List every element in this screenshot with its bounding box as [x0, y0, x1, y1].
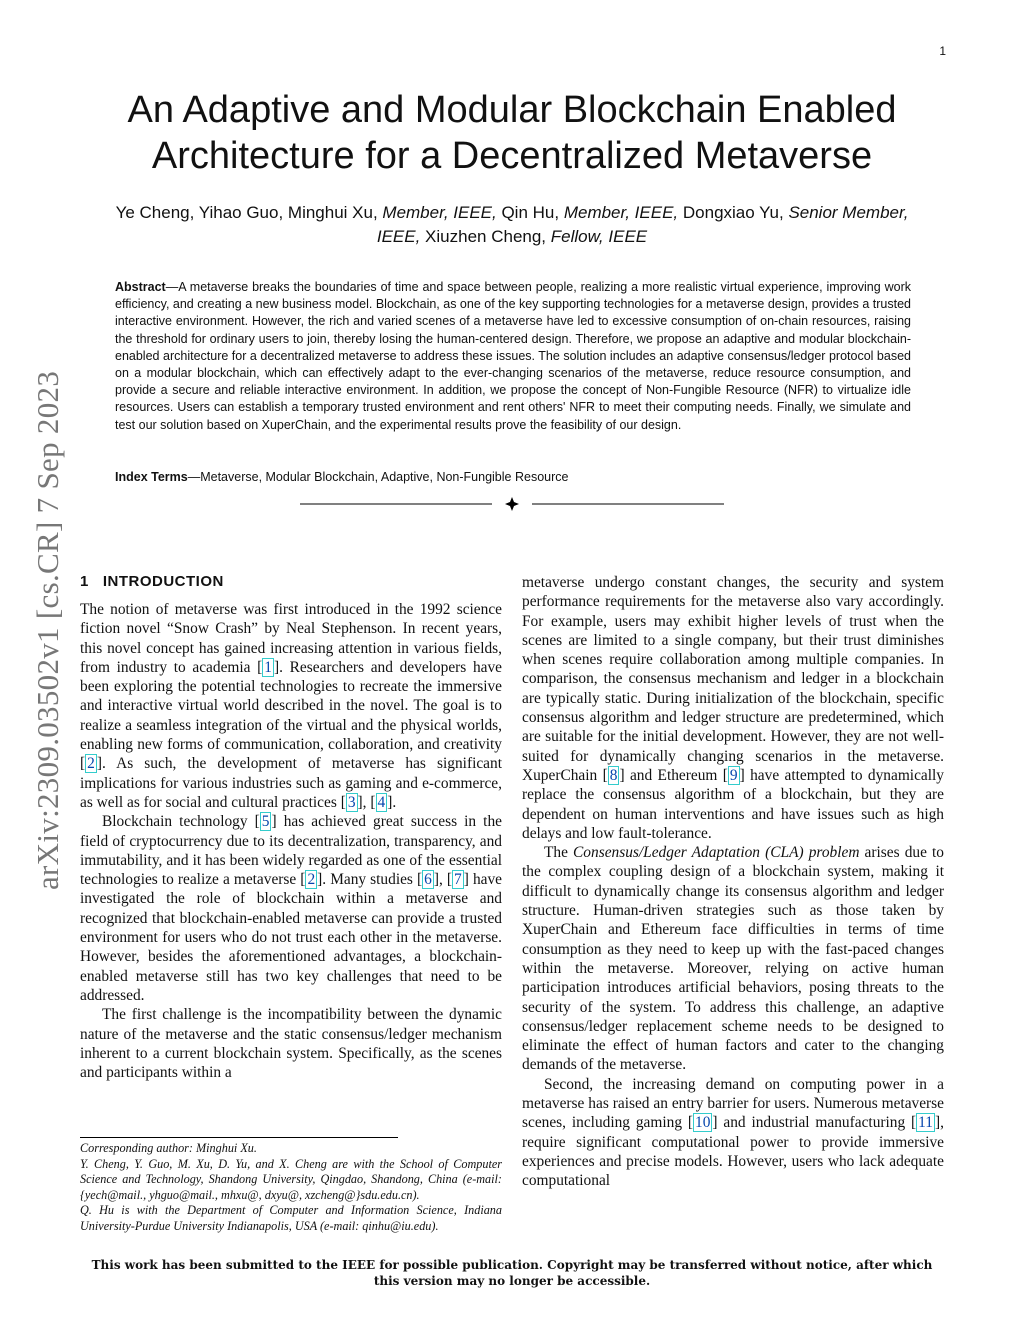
emphasis-text: Consensus/Ledger Adaptation (CLA) problem	[573, 844, 860, 862]
citation-link[interactable]: 5	[261, 813, 270, 831]
text-run: ,	[362, 793, 371, 811]
text-run: The	[544, 844, 574, 862]
text-run: ,	[438, 871, 447, 889]
footnote: Corresponding author: Minghui Xu.	[80, 1141, 257, 1155]
citation-link[interactable]: 3	[347, 793, 356, 811]
left-column	[80, 600, 502, 1082]
author-names: Dongxiao Yu,	[678, 203, 789, 222]
section-number: 1	[80, 573, 89, 590]
paragraph: The notion of metaverse was first introduced in the 1992 science fiction novel “Snow Crash” by Neal Stephenson. In recent years, this novel concept has gained increasing attention in various fields, from industry to academia [ 1 ]. Researchers and developers have been exploring the potential technologies to recreate the immersive and interactive virtual world described in the novel. The goal is to realize a seamless integration of the virtual and the physical worlds, enabling new forms of communication, collaboration, and creativity [ 2 ]. As such, the development of metaverse has significant implications for various industries such as gaming and e-commerce, as well as for social and cultural practices [ 3 ], [ 4 ].	[80, 601, 502, 811]
footnote-rule	[80, 1137, 398, 1138]
abstract-label: Abstract	[115, 280, 166, 294]
citation-link[interactable]: 11	[918, 1114, 933, 1132]
author-names: Ye Cheng, Yihao Guo, Minghui Xu,	[115, 203, 383, 222]
citation-link[interactable]: 2	[307, 871, 316, 889]
paragraph	[522, 843, 944, 1075]
footnote: Y. Cheng, Y. Guo, M. Xu, D. Yu, and X. Cheng are with the School of Computer Science and Technology, Shandong University, Qingdao, Shandong, China (e-mail: {yech@mail., yhguo@mail., mhxu@, dxyu@, xzcheng@}sdu.edu.cn).	[80, 1156, 502, 1202]
text-run: , require significant computational power to provide immersive experiences and precise models. However, users who lack adequate computational	[522, 1114, 944, 1190]
abstract-text: —A metaverse breaks the boundaries of time and space between people, realizing a more realistic virtual experience, improving work efficiency, and creating a new business model. Blockchain, as one of the key supporting technologies for a metaverse design, provides a trusted interactive environment. However, the rich and varied scenes of a metaverse have led to excessive consumption of on-chain resources, raising the threshold for ordinary users to join, thereby losing the human-centered design. Therefore, we propose an adaptive and modular blockchain-enabled architecture for a decentralized metaverse to address these issues. The solution includes an adaptive consensus/ledger protocol based on a modular blockchain, which can effectively adapt to the ever-changing scenarios of the metaverse, reduce resource consumption, and provide a secure and reliable interactive environment. In addition, we propose the concept of Non-Fungible Resource (NFR) to virtualize idle resources. Users can establish a temporary trusted environment and rent others' NFR to meet their computing needs. Finally, we simulate and test our solution based on XuperChain, and the experimental results prove the feasibility of our design.	[115, 280, 911, 432]
index-terms-label: Index Terms	[115, 470, 188, 484]
citation-link[interactable]: 9	[729, 766, 738, 784]
text-run: and Ethereum	[624, 766, 723, 784]
text-run: . Many studies	[322, 871, 417, 889]
footnotes	[80, 1141, 502, 1235]
text-run: The notion of metaverse was first introduced in the 1992 science fiction novel “Snow Crash” by Neal Stephenson. In recent years, this novel concept has gained increasing attention in various fields, from industry to academia	[80, 601, 502, 676]
copyright-notice: This work has been submitted to the IEEE for possible publication. Copyright may be transferred without notice, after which this version may no longer be accessible.	[91, 1258, 933, 1288]
section-divider	[300, 494, 724, 514]
text-run: have investigated the role of blockchain within a metaverse and recognized that blockchain-enabled metaverse can provide a trusted environment for users who do not trust each other in the metaverse. However, besides the aforementioned advantages, a blockchain-enabled metaverse still has two key challenges that need to be addressed.	[80, 871, 502, 1004]
text-run: have attempted to dynamically replace the consensus algorithm of a blockchain, but they are dependent on human interventions and have issues such as high delays and low fault-tolerance.	[522, 766, 944, 842]
arxiv-identifier-stamp: arXiv:2309.03502v1 [cs.CR] 7 Sep 2023	[30, 370, 65, 890]
citation-link[interactable]: 6	[424, 871, 432, 889]
text-run: . Researchers and developers have been exploring the potential technologies to recreate the immersive and interactive virtual world described in the novel. The goal is to realize a seamless integration of the virtual and the physical worlds, enabling new forms of communication, collaboration, and creativity	[80, 658, 502, 754]
text-run: . As such, the development of metaverse has significant implications for various industries such as gaming and e-commerce, as well as for social and cultural practices	[80, 755, 502, 811]
diamond-ornament-icon	[505, 497, 519, 511]
footnote: Q. Hu is with the Department of Computer and Information Science, Indiana University-Purdue University Indianapolis, USA (e-mail: qinhu@iu.edu).	[80, 1203, 502, 1233]
author-names: Qin Hu,	[496, 203, 564, 222]
text-run: metaverse undergo constant changes, the security and system performance requirements for the metaverse also vary accordingly. For example, users may exhibit higher levels of trust when the scenes are limited to a single company, but their trust diminishes when scenes require collaboration among multiple companies. In comparison, the consensus mechanism and ledger in a blockchain are typically static. During initialization of the blockchain, specific consensus algorithm and ledger structure are predetermined, which are suitable for the initial development. However, they are not well-suited for dynamically changing scenarios in the metaverse. XuperChain	[522, 574, 944, 784]
text-run: Blockchain technology	[102, 813, 255, 831]
paragraph: The first challenge is the incompatibility between the dynamic nature of the metaverse and the static consensus/ledger mechanism inherent to a current blockchain system. Specifically, as the scenes and participants within a	[80, 1006, 502, 1082]
text-run: Second, the increasing demand on computing power in a metaverse has raised an entry barrier for users. Numerous metaverse scenes, including gaming	[522, 1075, 944, 1132]
paragraph: Blockchain technology [ 5 ] has achieved great success in the field of cryptocurrency due to its decentralization, transparency, and immutability, and it has been widely regarded as one of the essential technologies to realize a metaverse [ 2 ]. Many studies [ 6 ], [ 7 ] have investigated the role of blockchain within a metaverse and recognized that blockchain-enabled metaverse can provide a trusted environment for users who do not trust each other in the metaverse. However, besides the aforementioned advantages, a blockchain-enabled metaverse still has two key challenges that need to be addressed.	[80, 813, 502, 1004]
index-terms-text: —Metaverse, Modular Blockchain, Adaptive, Non-Fungible Resource	[187, 470, 569, 484]
citation-link[interactable]: 7	[454, 871, 462, 889]
author-list	[100, 201, 924, 249]
paragraph: Second, the increasing demand on computing power in a metaverse has raised an entry barrier for users. Numerous metaverse scenes, including gaming [ 10 ] and industrial manufacturing [ 11 ], require significant computational power to provide immersive experiences and precise models. However, users who lack adequate computational	[522, 1075, 944, 1190]
citation-link[interactable]: 4	[377, 793, 386, 811]
text-run: has achieved great success in the field of cryptocurrency due to its decentralization, transparency, and immutability, and it has been widely regarded as one of the essential technologies to realize a metaverse	[80, 813, 502, 889]
index-terms	[115, 470, 911, 484]
citation-link[interactable]: 10	[695, 1114, 711, 1132]
author-names: Xiuzhen Cheng,	[420, 227, 551, 246]
title-line-2: Architecture for a Decentralized Metaverse	[151, 135, 873, 177]
text-run: .	[392, 793, 397, 811]
citation-link[interactable]: 1	[264, 658, 272, 676]
author-role: Fellow, IEEE	[550, 227, 648, 246]
abstract	[115, 279, 911, 434]
author-role: Member, IEEE,	[382, 203, 497, 222]
author-role: Member, IEEE,	[563, 203, 679, 222]
right-column	[522, 573, 944, 1191]
section-heading	[80, 573, 224, 590]
text-run: arises due to the complex coupling design of a blockchain system, making it difficult to dynamically change its consensus algorithm and ledger structure. Human-driven strategies such as those taken by XuperChain and Ethereum face difficulties in terms of time consumption as they need to keep up with the fast-paced changes within the metaverse. Moreover, relying on active human participation introduces artificial behaviors, posing threats to the security of the system. To address this challenge, an adaptive consensus/ledger replacement scheme needs to be designed to eliminate the effect of human factors and cater to the changing demands of the metaverse.	[522, 844, 945, 1074]
text-run: and industrial manufacturing	[717, 1114, 912, 1132]
paper-title	[80, 87, 944, 179]
paragraph: metaverse undergo constant changes, the security and system performance requirements for the metaverse also vary accordingly. For example, users may exhibit higher levels of trust when the scenes are limited to a single company, but their trust diminishes when scenes require collaboration among multiple companies. In comparison, the consensus mechanism and ledger in a blockchain are typically static. During initialization of the blockchain, specific consensus algorithm and ledger structure are predetermined, which are suitable for the initial development. However, they are not well-suited for dynamically changing scenarios in the metaverse. XuperChain [ 8 ] and Ethereum [ 9 ] have attempted to dynamically replace the consensus algorithm of a blockchain, but they are dependent on human interventions and have issues such as high delays and low fault-tolerance.	[522, 574, 944, 842]
section-title: INTRODUCTION	[102, 573, 224, 590]
title-line-1: An Adaptive and Modular Blockchain Enabled	[127, 89, 897, 131]
citation-link[interactable]: 2	[87, 755, 95, 773]
page-number: 1	[939, 44, 946, 58]
author-role: Senior Member, IEEE,	[376, 203, 909, 246]
citation-link[interactable]: 8	[609, 766, 618, 784]
